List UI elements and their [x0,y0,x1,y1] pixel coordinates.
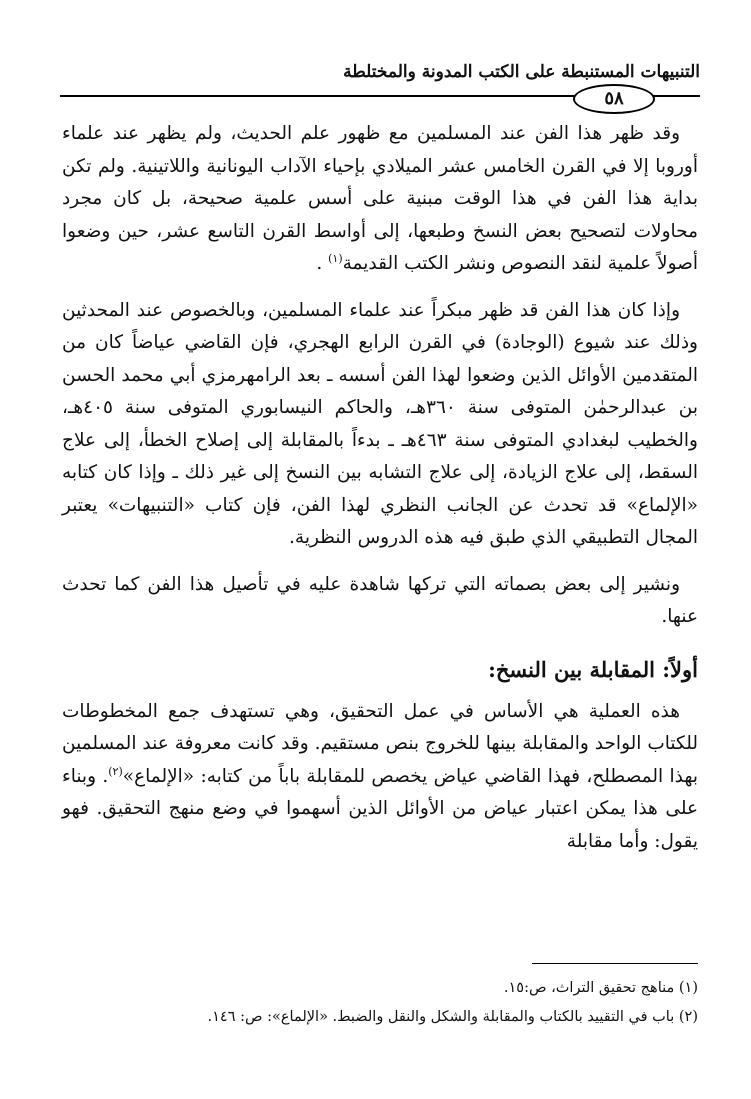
section-text-after: . وبناء على هذا يمكن اعتبار عياض من الأوائل الذين أسهموا في وضع منهج التحقيق. فهو يقول: وأما مقابلة [62,765,698,852]
section-paragraph [62,696,698,859]
footnotes [62,974,698,1032]
paragraph-1-text: وقد ظهر هذا الفن عند المسلمين مع ظهور علم الحديث، ولم يظهر عند علماء أوروبا إلا في القرن الخامس عشر الميلادي بإحياء الآداب اليونانية واللاتينية. ولم تكن بداية هذا الفن في هذا الوقت مبنية على أسس علمية صحيحة، بل كان مجرد محاولات لتصحيح بعض النسخ وطبعها، إلى أواسط القرن التاسع عشر، حين وضعوا أصولاً علمية لنقد النصوص ونشر الكتب القديمة [62,123,698,274]
paragraph-1 [62,118,698,281]
page-number: ٥٨ [573,84,655,114]
footnote-separator [532,963,698,964]
body-text [62,118,698,872]
paragraph-2: وإذا كان هذا الفن قد ظهر مبكراً عند علماء المسلمين، وبالخصوص عند المحدثين وذلك عند شيوع (الوجادة) في القرن الرابع الهجري، فإن القاضي عياضاً كان من المتقدمين الأوائل الذين وضعوا لهذا الفن أسسه ـ بعد الرامهرمزي أبي محمد الحسن بن عبدالرحمٰن المتوفى سنة ٣٦٠هـ، والحاكم النيسابوري المتوفى سنة ٤٠٥هـ، والخطيب لبغدادي المتوفى سنة ٤٦٣هـ ـ بدءاً بالمقابلة إلى إصلاح الخطأ، إلى علاج السقط، إلى علاج الزيادة، إلى علاج التشابه بين النسخ إلى غير ذلك ـ وإذا كان كتابه «الإلماع» قد تحدث عن الجانب النظري لهذا الفن، فإن كتاب «التنبيهات» يعتبر المجال التطبيقي الذي طبق فيه هذه الدروس النظرية. [62,299,698,548]
footnote-ref-1[interactable]: (١) [328,251,343,265]
running-header-title: التنبيهات المستنبطة على الكتب المدونة والمختلطة [343,62,700,82]
footnote-2: (٢) باب في التقييد بالكتاب والمقابلة والشكل والنقل والضبط. «الإلماع»: ص: ١٤٦. [207,1009,698,1025]
footnote-ref-2[interactable]: (٢) [108,764,123,778]
section-heading: أولاً: المقابلة بين النسخ: [488,656,698,682]
section-text-before: هذه العملية هي الأساس في عمل التحقيق، وهي تستهدف جمع المخطوطات للكتاب الواحد والمقابلة بينها للخروج بنص مستقيم. وقد كانت معروفة عند المسلمين بهذا المصطلح، فهذا القاضي عياض يخصص للمقابلة باباً من كتابه: «الإلماع» [62,700,698,787]
paragraph-1-end: . [316,253,323,274]
paragraph-3: ونشير إلى بعض بصماته التي تركها شاهدة عليه في تأصيل هذا الفن كما تحدث عنها. [62,573,698,627]
footnote-1: (١) مناهج تحقيق التراث، ص:١٥. [503,980,698,996]
